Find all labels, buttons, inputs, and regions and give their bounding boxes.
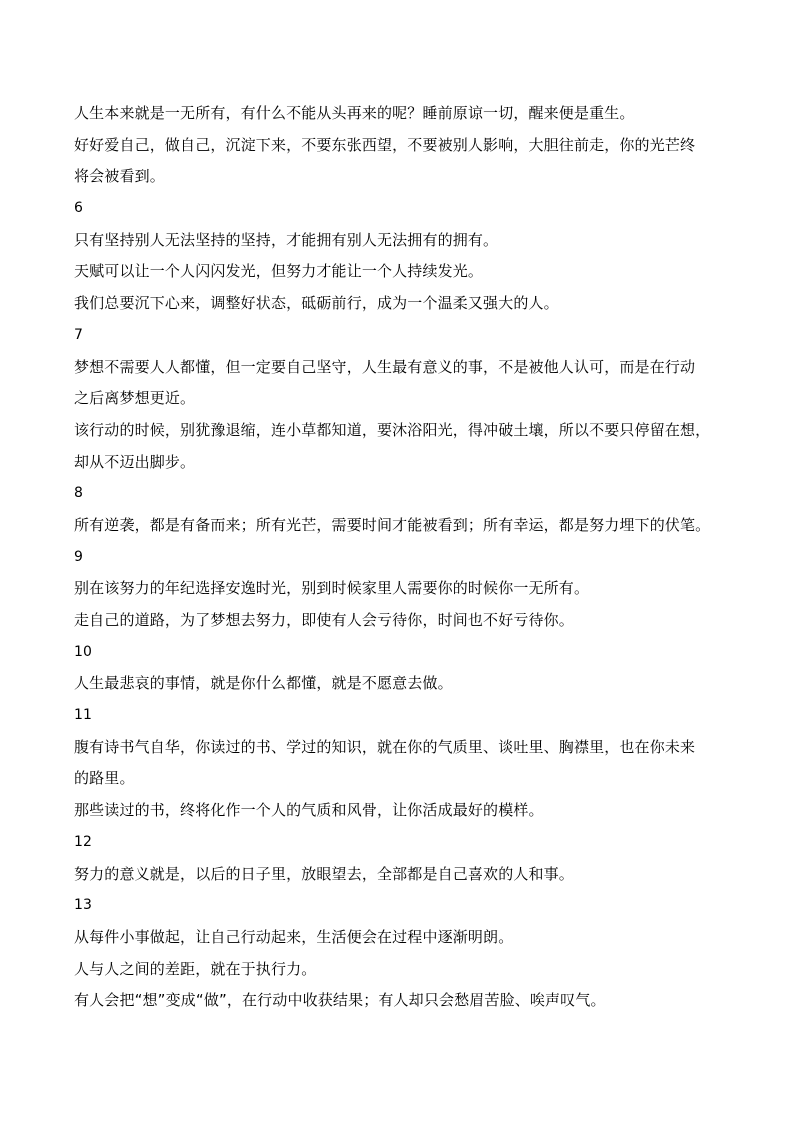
section-number: 7 xyxy=(74,326,84,343)
text-line: 之后离梦想更近。 xyxy=(74,389,196,408)
text-line: 我们总要沉下心来，调整好状态，砥砺前行，成为一个温柔又强大的人。 xyxy=(74,294,559,313)
text-line: 的路里。 xyxy=(74,769,135,788)
text-line: 所有逆袭，都是有备而来；所有光芒，需要时间才能被看到；所有幸运，都是努力埋下的伏笔。 xyxy=(74,515,711,534)
text-line: 天赋可以让一个人闪闪发光，但努力才能让一个人持续发光。 xyxy=(74,262,484,281)
section-number: 10 xyxy=(74,643,93,660)
text-line: 走自己的道路，为了梦想去努力，即使有人会亏待你，时间也不好亏待你。 xyxy=(74,611,574,629)
text-line: 人生最悲哀的事情，就是你什么都懂，就是不愿意去做。 xyxy=(74,674,453,693)
section-number: 8 xyxy=(74,485,84,502)
section-number: 12 xyxy=(74,833,93,850)
text-line: 从每件小事做起，让自己行动起来，生活便会在过程中逐渐明朗。 xyxy=(74,927,514,946)
text-line: 人生本来就是一无所有，有什么不能从头再来的呢？睡前原谅一切，醒来便是重生。 xyxy=(74,104,635,122)
text-line: 有人会把“想”变成“做”，在行动中收获结果；有人却只会愁眉苦脸、唉声叹气。 xyxy=(74,991,606,1010)
text-line: 努力的意义就是，以后的日子里，放眼望去，全部都是自己喜欢的人和事。 xyxy=(74,864,574,883)
text-line: 好好爱自己，做自己，沉淀下来，不要东张西望，不要被别人影响，大胆往前走，你的光芒终 xyxy=(74,135,696,154)
section-number: 9 xyxy=(74,548,84,565)
text-line: 梦想不需要人人都懂，但一定要自己坚守，人生最有意义的事，不是被他人认可，而是在行动 xyxy=(74,357,696,376)
section-number: 13 xyxy=(74,897,93,914)
text-line: 别在该努力的年纪选择安逸时光，别到时候家里人需要你的时候你一无所有。 xyxy=(74,579,590,598)
document-body xyxy=(74,98,724,1017)
section-number: 6 xyxy=(74,200,84,217)
section-number: 11 xyxy=(74,707,93,724)
text-line: 该行动的时候，别犹豫退缩，连小草都知道，要沐浴阳光，得冲破土壤，所以不要只停留在想， xyxy=(74,420,711,439)
text-line: 只有坚持别人无法坚持的坚持，才能拥有别人无法拥有的拥有。 xyxy=(74,230,499,249)
text-line: 腹有诗书气自华，你读过的书、学过的知识，就在你的气质里、谈吐里、胸襟里，也在你未来 xyxy=(74,737,696,756)
text-line: 人与人之间的差距，就在于执行力。 xyxy=(74,959,317,978)
text-line: 却从不迈出脚步。 xyxy=(74,452,196,471)
text-line: 那些读过的书，终将化作一个人的气质和风骨，让你活成最好的模样。 xyxy=(74,801,544,820)
text-line: 将会被看到。 xyxy=(74,167,165,186)
